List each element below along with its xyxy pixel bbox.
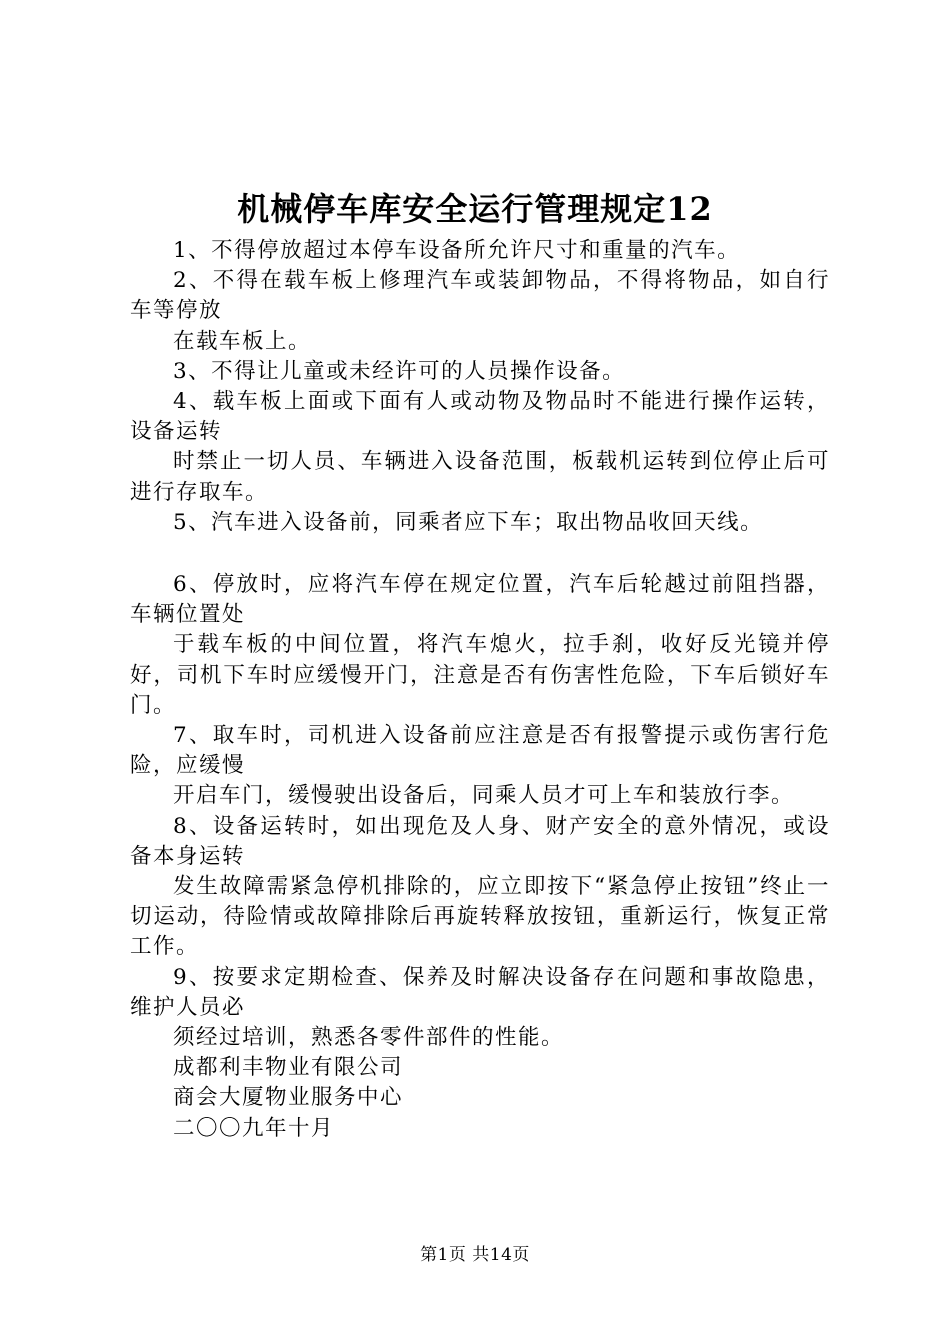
paragraph-9: 9、按要求定期检查、保养及时解决设备存在问题和事故隐患，维护人员必 (130, 964, 830, 1020)
blank-line (130, 538, 830, 570)
paragraph-7-continued: 开启车门，缓慢驶出设备后，同乘人员才可上车和装放行李。 (173, 783, 795, 809)
paragraph-1: 1、不得停放超过本停车设备所允许尺寸和重量的汽车。 (173, 238, 741, 263)
paragraph-8: 8、设备运转时，如出现危及人身、财产安全的意外情况，或设备本身运转 (130, 813, 830, 869)
paragraph-9-continued: 须经过培训，熟悉各零件部件的性能。 (173, 1025, 565, 1051)
signature-company: 成都利丰物业有限公司 (173, 1055, 404, 1081)
paragraph-2: 2、不得在载车板上修理汽车或装卸物品，不得将物品，如自行车等停放 (130, 268, 830, 324)
paragraph-7: 7、取车时，司机进入设备前应注意是否有报警提示或伤害行危险，应缓慢 (130, 723, 830, 779)
document-body (130, 236, 830, 1144)
paragraph-6-continued: 于载车板的中间位置，将汽车熄火，拉手刹，收好反光镜并停好，司机下车时应缓慢开门，注意是否有伤害性危险，下车后锁好车门。 (130, 632, 830, 718)
signature-department: 商会大厦物业服务中心 (173, 1085, 404, 1111)
paragraph-8-continued: 发生故障需紧急停机排除的，应立即按下“紧急停止按钮”终止一切运动，待险情或故障排除后再旋转释放按钮，重新运行，恢复正常工作。 (130, 874, 830, 960)
paragraph-3: 3、不得让儿童或未经许可的人员操作设备。 (173, 358, 626, 384)
paragraph-4-continued: 时禁止一切人员、车辆进入设备范围，板载机运转到位停止后可进行存取车。 (130, 449, 830, 505)
paragraph-2-continued: 在载车板上。 (173, 328, 312, 354)
paragraph-5: 5、汽车进入设备前，同乘者应下车；取出物品收回天线。 (173, 509, 764, 535)
paragraph-4: 4、载车板上面或下面有人或动物及物品时不能进行操作运转，设备运转 (130, 389, 830, 445)
paragraph-6: 6、停放时，应将汽车停在规定位置，汽车后轮越过前阻挡器，车辆位置处 (130, 572, 830, 628)
page-footer: 第1页 共14页 (420, 1245, 530, 1265)
document-title: 机械停车库安全运行管理规定12 (237, 190, 713, 228)
signature-date: 二〇〇九年十月 (173, 1115, 335, 1141)
